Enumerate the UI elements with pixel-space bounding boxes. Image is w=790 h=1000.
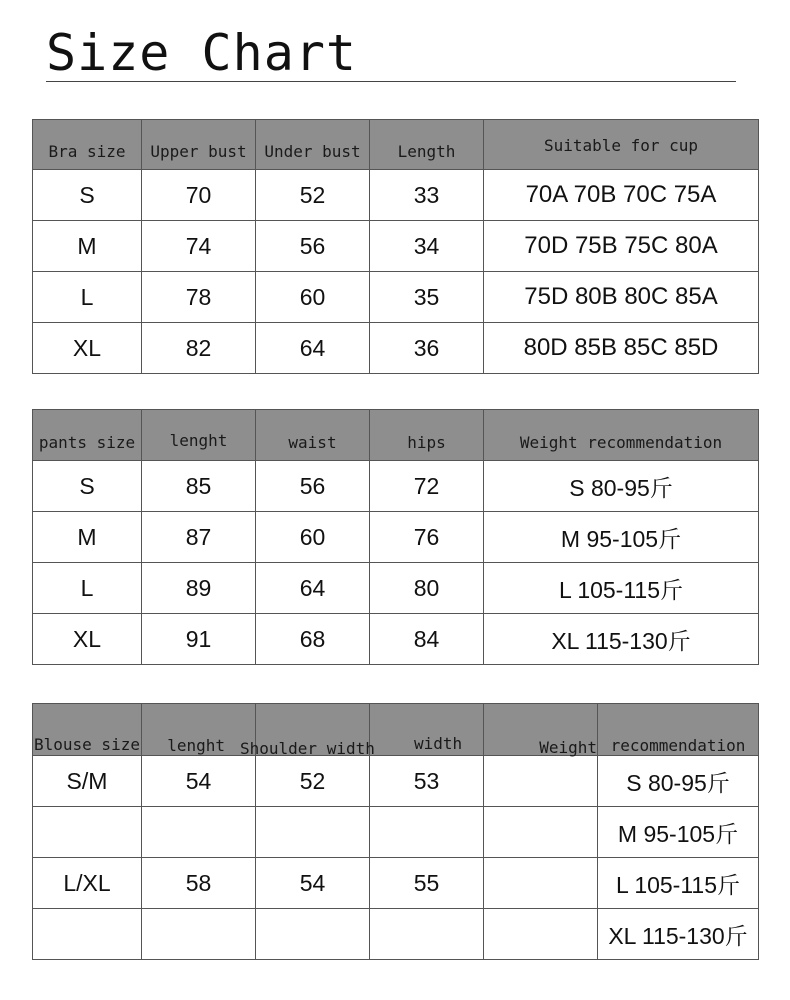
table-cell: 33 xyxy=(370,170,484,221)
table-cell xyxy=(256,807,370,858)
table-row xyxy=(33,563,759,614)
table-cell: S/M xyxy=(33,756,142,807)
bra-size-table xyxy=(32,119,759,374)
table-cell: 72 xyxy=(370,461,484,512)
table-cell: S xyxy=(33,170,142,221)
table-cell: XL xyxy=(33,614,142,665)
table-cell: 87 xyxy=(142,512,256,563)
table-cell: 68 xyxy=(256,614,370,665)
blouse-size-table xyxy=(32,703,759,960)
table-cell xyxy=(370,807,484,858)
table-cell: 34 xyxy=(370,221,484,272)
table-cell: 84 xyxy=(370,614,484,665)
table-cell: M 95-105斤 xyxy=(484,512,759,563)
table-row xyxy=(33,909,759,960)
table-row xyxy=(33,323,759,374)
table-cell: XL 115-130斤 xyxy=(484,614,759,665)
header-recommendation: recommendation xyxy=(598,704,759,756)
table-cell: 60 xyxy=(256,512,370,563)
header-shoulder-width xyxy=(240,704,375,758)
table-cell: S 80-95斤 xyxy=(598,756,759,807)
table-cell: XL xyxy=(33,323,142,374)
header-pants-size: pants size xyxy=(33,410,142,461)
table-cell: 70D 75B 75C 80A xyxy=(484,221,759,272)
header-length: Length xyxy=(370,120,484,170)
table-cell: 80D 85B 85C 85D xyxy=(484,323,759,374)
table-cell xyxy=(142,807,256,858)
table-cell: 82 xyxy=(142,323,256,374)
header-length: lenght xyxy=(142,410,256,461)
table-row xyxy=(33,221,759,272)
table-cell: 35 xyxy=(370,272,484,323)
title-divider xyxy=(46,81,736,82)
table-cell xyxy=(33,807,142,858)
page-title: Size Chart xyxy=(46,24,358,82)
table-cell xyxy=(484,909,598,960)
table-cell: 60 xyxy=(256,272,370,323)
table-cell: 53 xyxy=(370,756,484,807)
table-row xyxy=(33,807,759,858)
table-cell: L/XL xyxy=(33,858,142,909)
header-weight-recommendation: Weight recommendation xyxy=(484,410,759,461)
table-cell: 91 xyxy=(142,614,256,665)
header-blouse-size xyxy=(33,704,142,756)
table-cell: L 105-115斤 xyxy=(598,858,759,909)
table-cell: M xyxy=(33,512,142,563)
table-cell: 70 xyxy=(142,170,256,221)
table-cell: S xyxy=(33,461,142,512)
table-row xyxy=(33,858,759,909)
table-cell xyxy=(33,909,142,960)
table-cell: 58 xyxy=(142,858,256,909)
table-cell xyxy=(256,909,370,960)
table-row xyxy=(33,170,759,221)
header-weight-label: Weight xyxy=(539,738,597,757)
table-cell: 76 xyxy=(370,512,484,563)
table-cell: 64 xyxy=(256,563,370,614)
table-cell xyxy=(484,807,598,858)
table-header-row xyxy=(33,704,759,756)
table-cell: 70A 70B 70C 75A xyxy=(484,170,759,221)
header-suitable-for-cup: Suitable for cup xyxy=(484,120,759,170)
table-cell: 80 xyxy=(370,563,484,614)
table-cell: 78 xyxy=(142,272,256,323)
table-row xyxy=(33,512,759,563)
table-cell: 56 xyxy=(256,461,370,512)
header-bra-size: Bra size xyxy=(33,120,142,170)
table-cell: 54 xyxy=(256,858,370,909)
table-cell: M xyxy=(33,221,142,272)
table-cell xyxy=(142,909,256,960)
table-cell: 52 xyxy=(256,170,370,221)
table-cell: L xyxy=(33,272,142,323)
header-length: lenght xyxy=(142,704,256,756)
table-cell: L xyxy=(33,563,142,614)
header-hips: hips xyxy=(370,410,484,461)
table-cell: M 95-105斤 xyxy=(598,807,759,858)
table-cell: 85 xyxy=(142,461,256,512)
table-cell: 54 xyxy=(142,756,256,807)
table-cell: L 105-115斤 xyxy=(484,563,759,614)
table-cell: 36 xyxy=(370,323,484,374)
table-cell: 55 xyxy=(370,858,484,909)
table-row xyxy=(33,614,759,665)
header-under-bust: Under bust xyxy=(256,120,370,170)
header-upper-bust: Upper bust xyxy=(142,120,256,170)
header-width: width xyxy=(370,704,484,756)
table-cell: 64 xyxy=(256,323,370,374)
table-cell: 56 xyxy=(256,221,370,272)
header-shoulder-width-label: Shoulder width xyxy=(240,739,375,758)
table-cell: XL 115-130斤 xyxy=(598,909,759,960)
table-cell xyxy=(370,909,484,960)
header-blouse-size-label: Blouse size xyxy=(34,735,140,754)
table-cell: 89 xyxy=(142,563,256,614)
table-cell xyxy=(484,756,598,807)
table-cell: 75D 80B 80C 85A xyxy=(484,272,759,323)
table-header-row xyxy=(33,410,759,461)
table-cell: 74 xyxy=(142,221,256,272)
header-waist: waist xyxy=(256,410,370,461)
pants-size-table xyxy=(32,409,759,665)
table-row xyxy=(33,461,759,512)
header-weight xyxy=(484,704,598,756)
table-row xyxy=(33,272,759,323)
table-row xyxy=(33,756,759,807)
table-cell: 52 xyxy=(256,756,370,807)
table-header-row xyxy=(33,120,759,170)
table-cell xyxy=(484,858,598,909)
table-cell: S 80-95斤 xyxy=(484,461,759,512)
